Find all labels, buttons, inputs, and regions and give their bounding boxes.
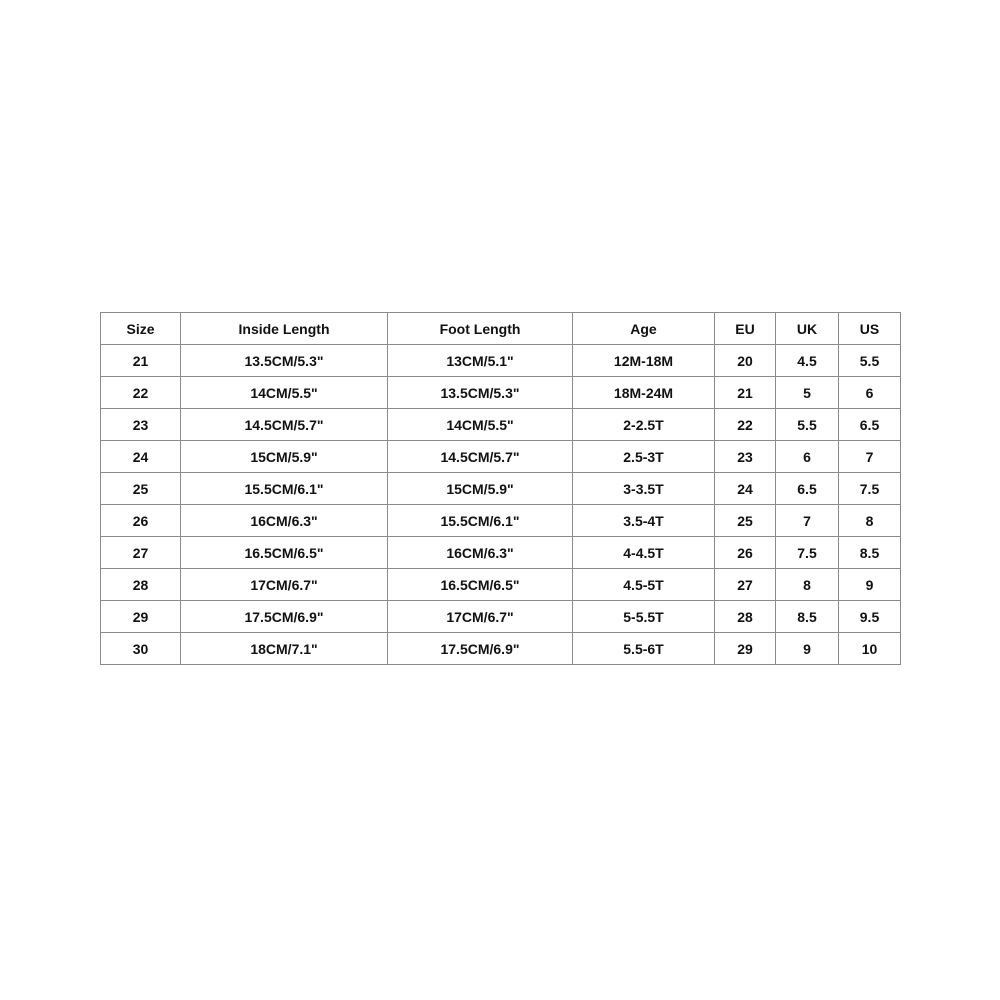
header-eu: EU [715, 313, 776, 345]
cell-age: 2-2.5T [573, 409, 715, 441]
cell-uk: 9 [776, 633, 839, 665]
header-inside-length: Inside Length [181, 313, 388, 345]
header-size: Size [101, 313, 181, 345]
cell-eu: 20 [715, 345, 776, 377]
cell-inside-length: 18CM/7.1" [181, 633, 388, 665]
cell-foot-length: 14CM/5.5" [388, 409, 573, 441]
cell-foot-length: 13.5CM/5.3" [388, 377, 573, 409]
cell-foot-length: 14.5CM/5.7" [388, 441, 573, 473]
cell-size: 27 [101, 537, 181, 569]
cell-age: 5-5.5T [573, 601, 715, 633]
cell-us: 6 [839, 377, 901, 409]
cell-uk: 6 [776, 441, 839, 473]
cell-eu: 27 [715, 569, 776, 601]
cell-size: 23 [101, 409, 181, 441]
cell-uk: 6.5 [776, 473, 839, 505]
table-row [101, 345, 901, 377]
cell-foot-length: 17.5CM/6.9" [388, 633, 573, 665]
cell-inside-length: 15.5CM/6.1" [181, 473, 388, 505]
cell-us: 7 [839, 441, 901, 473]
cell-inside-length: 13.5CM/5.3" [181, 345, 388, 377]
table-row [101, 505, 901, 537]
cell-us: 8.5 [839, 537, 901, 569]
cell-age: 5.5-6T [573, 633, 715, 665]
header-foot-length: Foot Length [388, 313, 573, 345]
table-row [101, 473, 901, 505]
cell-inside-length: 14.5CM/5.7" [181, 409, 388, 441]
cell-inside-length: 16CM/6.3" [181, 505, 388, 537]
cell-age: 18M-24M [573, 377, 715, 409]
cell-foot-length: 15.5CM/6.1" [388, 505, 573, 537]
cell-age: 2.5-3T [573, 441, 715, 473]
cell-us: 7.5 [839, 473, 901, 505]
cell-us: 5.5 [839, 345, 901, 377]
cell-eu: 21 [715, 377, 776, 409]
cell-inside-length: 17.5CM/6.9" [181, 601, 388, 633]
cell-size: 22 [101, 377, 181, 409]
cell-inside-length: 15CM/5.9" [181, 441, 388, 473]
table-row [101, 409, 901, 441]
cell-eu: 28 [715, 601, 776, 633]
cell-us: 6.5 [839, 409, 901, 441]
cell-eu: 24 [715, 473, 776, 505]
cell-age: 4-4.5T [573, 537, 715, 569]
table-row [101, 601, 901, 633]
cell-uk: 4.5 [776, 345, 839, 377]
cell-size: 28 [101, 569, 181, 601]
cell-us: 8 [839, 505, 901, 537]
cell-inside-length: 17CM/6.7" [181, 569, 388, 601]
cell-age: 3.5-4T [573, 505, 715, 537]
cell-size: 25 [101, 473, 181, 505]
cell-inside-length: 16.5CM/6.5" [181, 537, 388, 569]
cell-age: 12M-18M [573, 345, 715, 377]
cell-age: 4.5-5T [573, 569, 715, 601]
cell-foot-length: 17CM/6.7" [388, 601, 573, 633]
size-chart-table [100, 312, 901, 665]
table-row [101, 537, 901, 569]
header-row [101, 313, 901, 345]
cell-eu: 23 [715, 441, 776, 473]
cell-inside-length: 14CM/5.5" [181, 377, 388, 409]
cell-eu: 29 [715, 633, 776, 665]
cell-age: 3-3.5T [573, 473, 715, 505]
cell-eu: 26 [715, 537, 776, 569]
cell-foot-length: 13CM/5.1" [388, 345, 573, 377]
table-row [101, 377, 901, 409]
cell-uk: 7.5 [776, 537, 839, 569]
cell-size: 30 [101, 633, 181, 665]
cell-us: 9 [839, 569, 901, 601]
cell-eu: 22 [715, 409, 776, 441]
header-age: Age [573, 313, 715, 345]
cell-uk: 8 [776, 569, 839, 601]
cell-size: 21 [101, 345, 181, 377]
cell-foot-length: 15CM/5.9" [388, 473, 573, 505]
header-us: US [839, 313, 901, 345]
cell-size: 24 [101, 441, 181, 473]
table-row [101, 569, 901, 601]
cell-uk: 7 [776, 505, 839, 537]
cell-us: 9.5 [839, 601, 901, 633]
cell-foot-length: 16CM/6.3" [388, 537, 573, 569]
cell-foot-length: 16.5CM/6.5" [388, 569, 573, 601]
cell-eu: 25 [715, 505, 776, 537]
cell-uk: 5 [776, 377, 839, 409]
cell-us: 10 [839, 633, 901, 665]
cell-size: 26 [101, 505, 181, 537]
cell-uk: 8.5 [776, 601, 839, 633]
table-row [101, 633, 901, 665]
cell-uk: 5.5 [776, 409, 839, 441]
cell-size: 29 [101, 601, 181, 633]
header-uk: UK [776, 313, 839, 345]
table-row [101, 441, 901, 473]
